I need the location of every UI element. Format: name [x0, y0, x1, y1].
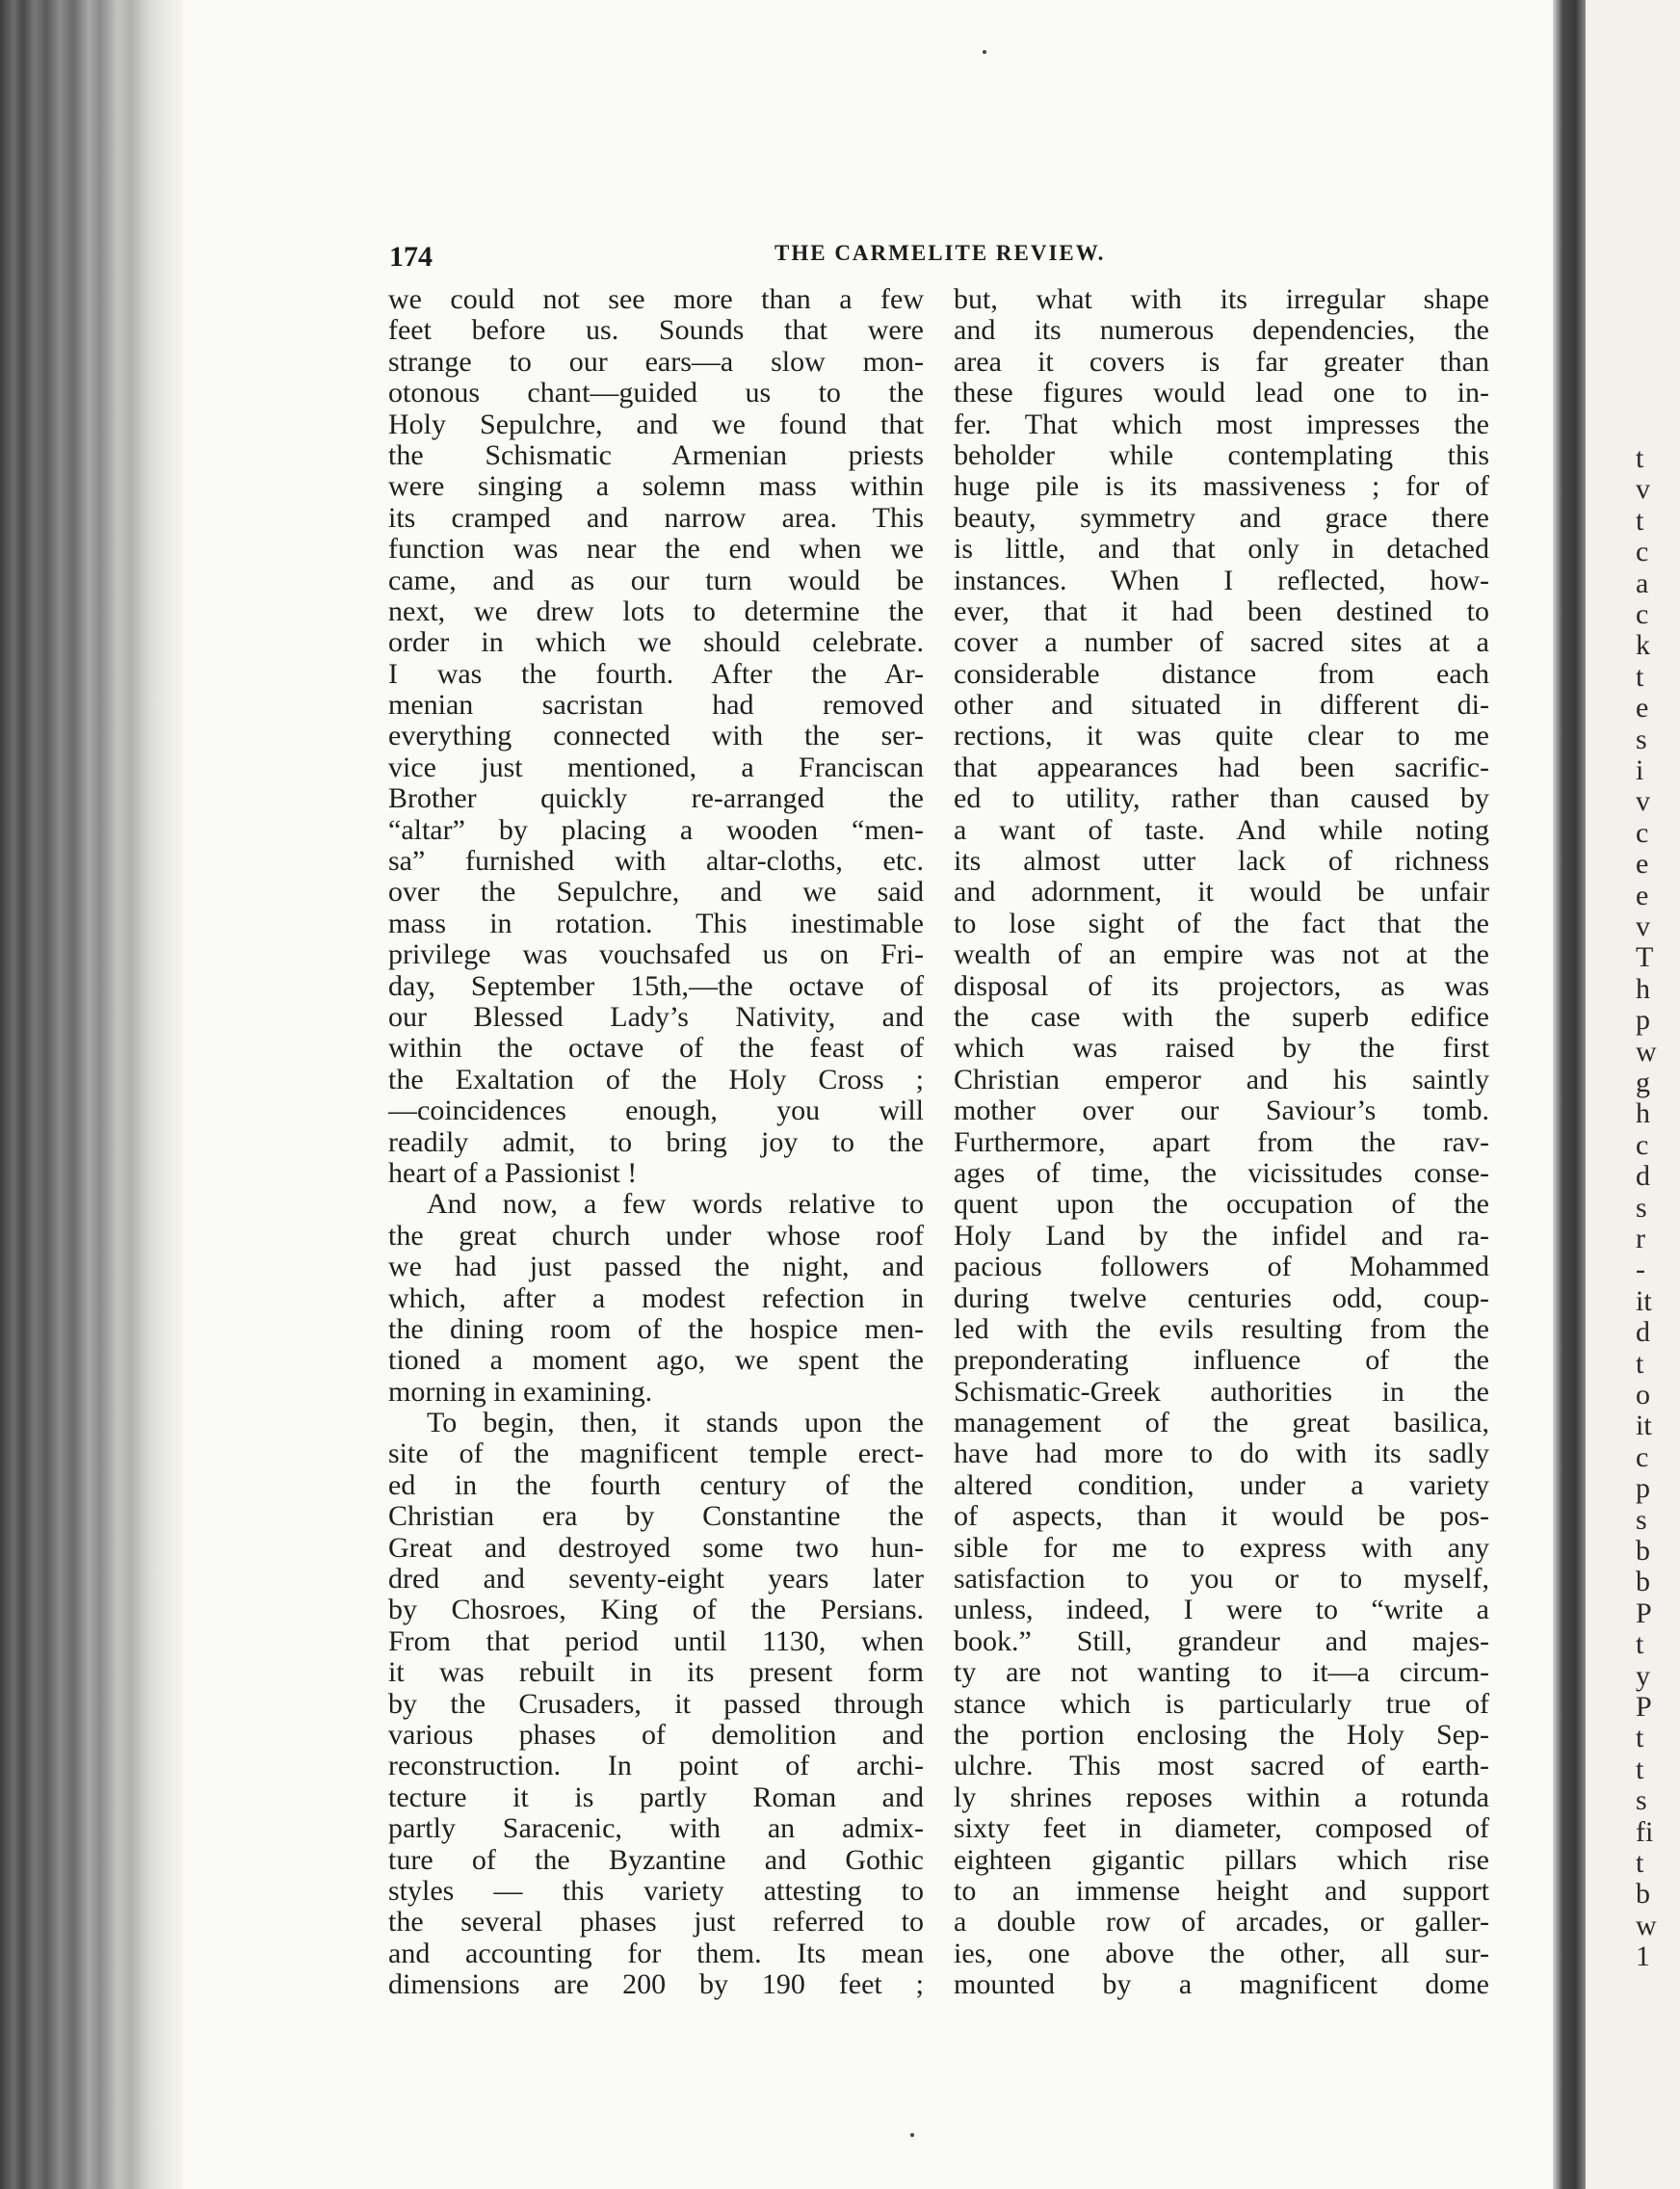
text-line: Great and destroyed some two hun-: [388, 1532, 924, 1564]
text-line: unless, indeed, I were to “write a: [954, 1595, 1489, 1626]
next-page-fragment: -: [1636, 1253, 1645, 1286]
text-line: the Exaltation of the Holy Cross ;: [388, 1064, 924, 1095]
specks: [983, 50, 986, 54]
text-line: which, after a modest refection in: [388, 1282, 924, 1314]
text-line: the Schismatic Armenian priests: [388, 439, 924, 471]
next-page-fragment: s: [1636, 1191, 1647, 1224]
next-page-fragment: t: [1636, 1753, 1644, 1785]
text-line: by the Crusaders, it passed through: [388, 1688, 924, 1720]
text-line: its almost utter lack of richness: [954, 846, 1489, 878]
next-page-fragment: b: [1636, 1535, 1650, 1567]
text-line: beholder while contemplating this: [954, 439, 1489, 471]
text-line: considerable distance from each: [954, 658, 1489, 690]
specks: [910, 2133, 914, 2137]
text-line: led with the evils resulting from the: [954, 1313, 1489, 1345]
next-page-fragment: w: [1636, 1909, 1657, 1941]
text-line: ies, one above the other, all sur-: [954, 1938, 1489, 1969]
text-line: which was raised by the first: [954, 1033, 1489, 1065]
text-line: feet before us. Sounds that were: [388, 315, 924, 347]
book-gutter: [1553, 0, 1586, 2189]
next-page-text-fragments: [1586, 0, 1680, 2189]
text-line: area it covers is far greater than: [954, 346, 1489, 378]
text-line: Christian emperor and his saintly: [954, 1064, 1489, 1095]
next-page-fragment: t: [1636, 504, 1644, 537]
next-page-fragment: t: [1636, 442, 1644, 474]
text-line: stance which is particularly true of: [954, 1688, 1489, 1720]
text-line: is little, and that only in detached: [954, 534, 1489, 566]
text-line: over the Sepulchre, and we said: [388, 877, 924, 909]
right-column: [954, 284, 1489, 2000]
text-line: a want of taste. And while noting: [954, 814, 1489, 846]
next-page-fragment: d: [1636, 1316, 1650, 1349]
text-line: a double row of arcades, or galler-: [954, 1907, 1489, 1938]
text-line: Holy Sepulchre, and we found that: [388, 409, 924, 440]
text-line: and accounting for them. Its mean: [388, 1938, 924, 1969]
next-page-fragment: P: [1636, 1596, 1652, 1629]
text-line: disposal of its projectors, as was: [954, 970, 1489, 1002]
text-line: came, and as our turn would be: [388, 565, 924, 596]
page-number: 174: [389, 241, 433, 273]
text-line: mounted by a magnificent dome: [954, 1969, 1489, 2001]
text-line: these figures would lead one to in-: [954, 378, 1489, 409]
next-page-fragment: t: [1636, 1847, 1644, 1879]
next-page-fragment: y: [1636, 1659, 1650, 1692]
text-line: the dining room of the hospice men-: [388, 1313, 924, 1345]
text-line: it was rebuilt in its present form: [388, 1657, 924, 1689]
text-line: and adornment, it would be unfair: [954, 877, 1489, 909]
text-line: of aspects, than it would be pos-: [954, 1501, 1489, 1533]
running-title: THE CARMELITE REVIEW.: [774, 241, 1106, 265]
next-page-fragment: w: [1636, 1035, 1657, 1068]
next-page-fragment: b: [1636, 1878, 1650, 1911]
next-page-fragment: t: [1636, 1722, 1644, 1754]
next-page-fragment: k: [1636, 629, 1650, 662]
text-line: ly shrines reposes within a rotunda: [954, 1781, 1489, 1813]
next-page-fragment: e: [1636, 848, 1649, 881]
text-line: the great church under whose roof: [388, 1220, 924, 1252]
text-line: have had more to do with its sadly: [954, 1438, 1489, 1470]
text-line: Furthermore, apart from the rav-: [954, 1126, 1489, 1158]
text-line: sa” furnished with altar-cloths, etc.: [388, 846, 924, 878]
next-page-fragment: r: [1636, 1223, 1645, 1254]
next-page-edge: [1586, 0, 1680, 2189]
next-page-fragment: e: [1636, 879, 1649, 911]
text-line: by Chosroes, King of the Persians.: [388, 1595, 924, 1626]
text-line: rections, it was quite clear to me: [954, 721, 1489, 752]
text-line: strange to our ears—a slow mon-: [388, 346, 924, 378]
text-line: preponderating influence of the: [954, 1345, 1489, 1377]
text-line: heart of a Passionist !: [388, 1157, 638, 1189]
text-line: the portion enclosing the Holy Sep-: [954, 1719, 1489, 1751]
text-line: site of the magnificent temple erect-: [388, 1438, 924, 1470]
page-header: [389, 241, 1507, 279]
text-line: styles — this variety attesting to: [388, 1875, 924, 1907]
text-line: ed to utility, rather than caused by: [954, 783, 1489, 815]
next-page-fragment: i: [1636, 754, 1644, 786]
text-line: the several phases just referred to: [388, 1907, 924, 1938]
next-page-fragment: p: [1636, 1004, 1650, 1037]
next-page-fragment: it: [1636, 1410, 1652, 1442]
text-line: within the octave of the feast of: [388, 1033, 924, 1065]
text-line: —coincidences enough, you will: [388, 1095, 924, 1127]
text-line: mother over our Saviour’s tomb.: [954, 1095, 1489, 1127]
text-line: menian sacristan had removed: [388, 690, 924, 722]
text-line: And now, a few words relative to: [427, 1189, 924, 1221]
text-line: our Blessed Lady’s Nativity, and: [388, 1001, 924, 1033]
next-page-fragment: v: [1636, 473, 1650, 506]
text-line: quent upon the occupation of the: [954, 1189, 1489, 1221]
text-line: its cramped and narrow area. This: [388, 502, 924, 534]
text-line: fer. That which most impresses the: [954, 409, 1489, 440]
book-page-edges: [0, 0, 183, 2189]
next-page-fragment: p: [1636, 1472, 1650, 1505]
text-line: Christian era by Constantine the: [388, 1501, 924, 1533]
text-line: that appearances had been sacrific-: [954, 752, 1489, 783]
text-line: Schismatic-Greek authorities in the: [954, 1376, 1489, 1408]
text-line: everything connected with the ser-: [388, 721, 924, 752]
text-line: management of the great basilica,: [954, 1408, 1489, 1439]
next-page-fragment: t: [1636, 1347, 1644, 1380]
next-page-fragment: it: [1636, 1284, 1652, 1317]
next-page-fragment: a: [1636, 567, 1649, 599]
text-line: ed in the fourth century of the: [388, 1469, 924, 1501]
text-line: pacious followers of Mohammed: [954, 1252, 1489, 1283]
next-page-fragment: c: [1636, 1440, 1649, 1473]
next-page-fragment: 1: [1636, 1940, 1650, 1973]
next-page-fragment: s: [1636, 723, 1647, 755]
text-line: satisfaction to you or to myself,: [954, 1564, 1489, 1596]
next-page-fragment: t: [1636, 1628, 1644, 1661]
text-line: morning in examining.: [388, 1376, 653, 1408]
text-line: sixty feet in diameter, composed of: [954, 1813, 1489, 1845]
text-line: ty are not wanting to it—a circum-: [954, 1657, 1489, 1689]
text-line: From that period until 1130, when: [388, 1625, 924, 1657]
text-line: partly Saracenic, with an admix-: [388, 1813, 924, 1845]
next-page-fragment: d: [1636, 1160, 1650, 1193]
text-line: sible for me to express with any: [954, 1532, 1489, 1564]
text-line: next, we drew lots to determine the: [388, 595, 924, 627]
text-line: mass in rotation. This inestimable: [388, 908, 924, 939]
next-page-fragment: b: [1636, 1566, 1650, 1598]
next-page-fragment: P: [1636, 1691, 1652, 1723]
text-line: ture of the Byzantine and Gothic: [388, 1844, 924, 1876]
text-line: ulchre. This most sacred of earth-: [954, 1751, 1489, 1782]
next-page-fragment: e: [1636, 692, 1649, 725]
text-line: huge pile is its massiveness ; for of: [954, 471, 1489, 503]
text-line: but, what with its irregular shape: [954, 284, 1489, 315]
text-line: ages of time, the vicissitudes conse-: [954, 1157, 1489, 1189]
text-line: various phases of demolition and: [388, 1719, 924, 1751]
text-line: instances. When I reflected, how-: [954, 565, 1489, 596]
text-line: and its numerous dependencies, the: [954, 315, 1489, 347]
text-line: “altar” by placing a wooden “men-: [388, 814, 924, 846]
text-line: the case with the superb edifice: [954, 1001, 1489, 1033]
text-line: wealth of an empire was not at the: [954, 939, 1489, 971]
next-page-fragment: g: [1636, 1067, 1650, 1098]
text-line: readily admit, to bring joy to the: [388, 1126, 924, 1158]
left-column: [388, 284, 924, 2000]
text-line: tecture it is partly Roman and: [388, 1781, 924, 1813]
next-page-fragment: fi: [1636, 1815, 1654, 1848]
next-page-fragment: c: [1636, 816, 1649, 849]
next-page-fragment: t: [1636, 660, 1644, 693]
text-line: reconstruction. In point of archi-: [388, 1751, 924, 1782]
next-page-fragment: v: [1636, 785, 1650, 818]
text-line: we had just passed the night, and: [388, 1252, 924, 1283]
text-line: dimensions are 200 by 190 feet ;: [388, 1969, 924, 2001]
next-page-fragment: h: [1636, 1097, 1650, 1130]
text-line: privilege was vouchsafed us on Fri-: [388, 939, 924, 971]
text-line: cover a number of sacred sites at a: [954, 627, 1489, 659]
next-page-fragment: c: [1636, 1128, 1649, 1161]
next-page-fragment: c: [1636, 598, 1649, 630]
next-page-fragment: o: [1636, 1379, 1650, 1411]
text-line: we could not see more than a few: [388, 284, 924, 315]
text-line: order in which we should celebrate.: [388, 627, 924, 659]
text-line: Holy Land by the infidel and ra-: [954, 1220, 1489, 1252]
text-line: ever, that it had been destined to: [954, 595, 1489, 627]
text-line: beauty, symmetry and grace there: [954, 502, 1489, 534]
text-line: to lose sight of the fact that the: [954, 908, 1489, 939]
text-line: To begin, then, it stands upon the: [427, 1408, 924, 1439]
text-line: were singing a solemn mass within: [388, 471, 924, 503]
text-line: altered condition, under a variety: [954, 1469, 1489, 1501]
text-line: function was near the end when we: [388, 534, 924, 566]
next-page-fragment: v: [1636, 910, 1650, 942]
text-line: tioned a moment ago, we spent the: [388, 1345, 924, 1377]
next-page-fragment: s: [1636, 1503, 1647, 1536]
text-line: day, September 15th,—the octave of: [388, 970, 924, 1002]
text-line: eighteen gigantic pillars which rise: [954, 1844, 1489, 1876]
text-line: otonous chant—guided us to the: [388, 378, 924, 409]
text-line: other and situated in different di-: [954, 690, 1489, 722]
next-page-fragment: T: [1636, 941, 1654, 974]
next-page-fragment: h: [1636, 972, 1650, 1005]
text-line: to an immense height and support: [954, 1875, 1489, 1907]
next-page-fragment: c: [1636, 536, 1649, 568]
next-page-fragment: s: [1636, 1784, 1647, 1817]
text-line: I was the fourth. After the Ar-: [388, 658, 924, 690]
text-line: vice just mentioned, a Franciscan: [388, 752, 924, 783]
text-line: book.” Still, grandeur and majes-: [954, 1625, 1489, 1657]
text-line: dred and seventy-eight years later: [388, 1564, 924, 1596]
text-line: Brother quickly re-arranged the: [388, 783, 924, 815]
text-line: during twelve centuries odd, coup-: [954, 1282, 1489, 1314]
